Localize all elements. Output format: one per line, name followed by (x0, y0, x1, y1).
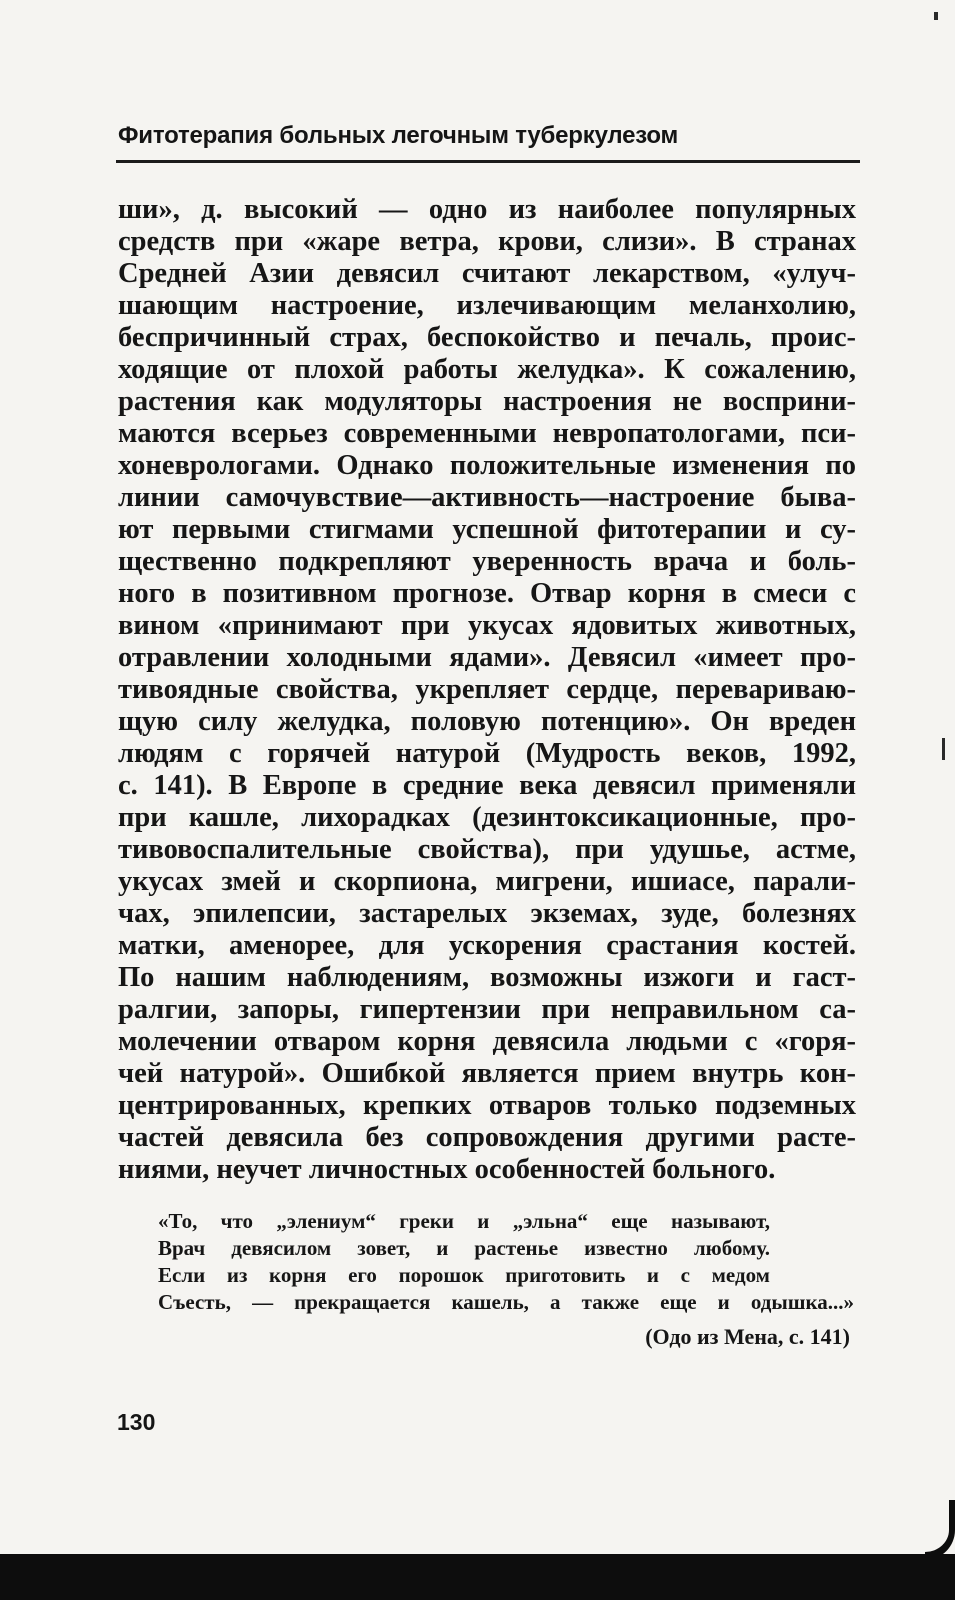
text-line: растения как модуляторы настроения не восприни- (118, 386, 856, 417)
text-line: молечении отваром корня девясила людьми с «горя- (118, 1026, 856, 1057)
text-line: частей девясила без сопровождения другими расте- (118, 1122, 856, 1153)
text-line: с. 141). В Европе в средние века девясил применяли (118, 770, 856, 801)
text-line: ного в позитивном прогнозе. Отвар корня в смеси с (118, 578, 856, 609)
verse-line: Если из корня его порошок приготовить и с медом (158, 1263, 770, 1287)
text-line: матки, аменорее, для ускорения срастания костей. (118, 930, 856, 961)
text-line: при кашле, лихорадках (дезинтоксикационные, про- (118, 802, 856, 833)
text-line: укусах змей и скорпиона, мигрени, ишиасе, парали- (118, 866, 856, 897)
text-line: ши», д. высокий — одно из наиболее популярных (118, 194, 856, 225)
text-line: ходящие от плохой работы желудка». К сожалению, (118, 354, 856, 385)
text-line: хоневрологами. Однако положительные изменения по (118, 450, 856, 481)
page-number: 130 (117, 1409, 156, 1435)
header-rule (116, 160, 860, 163)
text-line: Средней Азии девясил считают лекарством, «улуч- (118, 258, 856, 289)
page-edge-curl (925, 1500, 955, 1560)
scan-bottom-edge (0, 1554, 955, 1600)
verse-line: «То, что „элениум“ греки и „эльна“ еще называют, (158, 1209, 770, 1233)
text-line: щественно подкрепляют уверенность врача и боль- (118, 546, 856, 577)
verse-line: Съесть, — прекращается кашель, а также еще и одышка...» (158, 1290, 854, 1314)
scan-artifact-right (942, 738, 945, 760)
text-line: вином «принимают при укусах ядовитых животных, (118, 610, 856, 641)
text-line: людям с горячей натурой (Мудрость веков, 1992, (118, 738, 856, 769)
running-header: Фитотерапия больных легочным туберкулезом (118, 122, 679, 149)
main-paragraph (118, 194, 856, 1186)
text-line: ют первыми стигмами успешной фитотерапии и су- (118, 514, 856, 545)
text-line: отравлении холодными ядами». Девясил «имеет про- (118, 642, 856, 673)
text-line: чах, эпилепсии, застарелых экземах, зуде, болезнях (118, 898, 856, 929)
text-line: маются всерьез современными невропатологами, пси- (118, 418, 856, 449)
verse-quote (158, 1208, 854, 1316)
text-line: тивовоспалительные свойства), при удушье, астме, (118, 834, 856, 865)
scan-artifact-top (934, 12, 938, 20)
text-line: По нашим наблюдениям, возможны изжоги и гаст- (118, 962, 856, 993)
text-line: щую силу желудка, половую потенцию». Он вреден (118, 706, 856, 737)
verse-line: Врач девясилом зовет, и растенье известно любому. (158, 1236, 770, 1260)
text-line: ралгии, запоры, гипертензии при неправильном са- (118, 994, 856, 1025)
text-line: линии самочувствие—активность—настроение быва- (118, 482, 856, 513)
verse-attribution: (Одо из Мена, с. 141) (645, 1324, 850, 1349)
text-line: центрированных, крепких отваров только подземных (118, 1090, 856, 1121)
text-line: беспричинный страх, беспокойство и печаль, проис- (118, 322, 856, 353)
text-line: шающим настроение, излечивающим меланхолию, (118, 290, 856, 321)
text-line: ниями, неучет личностных особенностей больного. (118, 1154, 776, 1185)
text-line: чей натурой». Ошибкой является прием внутрь кон- (118, 1058, 856, 1089)
text-line: средств при «жаре ветра, крови, слизи». В странах (118, 226, 856, 257)
text-line: тивоядные свойства, укрепляет сердце, переваривaю- (118, 674, 856, 705)
